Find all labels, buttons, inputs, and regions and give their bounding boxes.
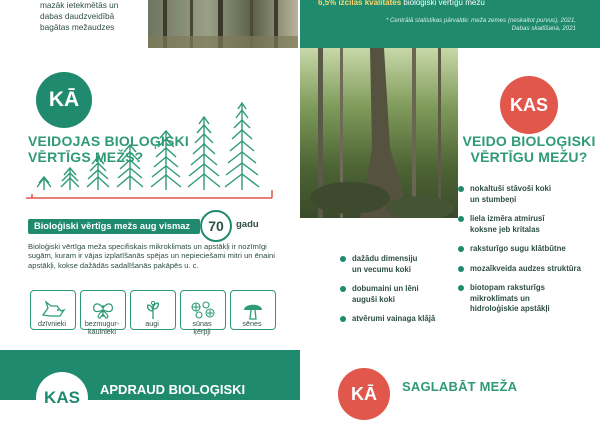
top-left-text: mazāk ietekmētās un dabas daudzveidībā bagātas mežaudzes xyxy=(40,0,119,32)
invertebrates-label: bezmugur- kaulnieki xyxy=(84,319,120,337)
bottom-right-title: SAGLABĀT MEŽA xyxy=(402,379,518,394)
list-item: dažādu dimensiju un vecumu koki xyxy=(340,254,458,275)
fox-icon xyxy=(40,299,66,321)
tree-trunks-image xyxy=(148,0,298,48)
tree-6 xyxy=(188,117,220,190)
how-badge: KĀ xyxy=(36,72,92,128)
bottom-left-badge: KAS xyxy=(36,372,88,424)
bottom-left-banner xyxy=(0,350,300,407)
tree-3 xyxy=(87,157,109,190)
plants-label: augi xyxy=(145,319,159,328)
top-forest-photo xyxy=(148,0,298,48)
list-item: dobumaini un lēni auguši koki xyxy=(340,284,458,305)
banner-highlight: 6,5% izcilas kvalitātes xyxy=(318,0,402,7)
fungi-label: sēnes xyxy=(242,319,262,328)
what-right-list xyxy=(458,184,598,324)
animals-label: dzīvnieki xyxy=(38,319,66,328)
fir-trees-illustration xyxy=(26,98,276,218)
how-description: Bioloģiski vērtīga meža specifiskais mikroklimats un apstākļi ir nozīmīgi sugām, kuram ir vājas izplatīšanās spējas un nepieciešami mitri un ēnaini apstākļi, kokse dažādās sadalīšanās pakāpēs u. c. xyxy=(28,242,275,270)
banner-rest: bioloģiski vērtīgu mežu xyxy=(403,0,485,7)
age-number-badge: 70 xyxy=(200,210,232,242)
tree-4 xyxy=(117,145,143,190)
list-item: atvērumi vainaga klājā xyxy=(340,314,458,325)
top-banner xyxy=(300,0,600,48)
tree-7 xyxy=(225,103,259,190)
old-trees-image xyxy=(300,48,458,218)
tree-2 xyxy=(61,168,79,190)
list-item: raksturīgo sugu klātbūtne xyxy=(458,244,598,255)
list-item: biotopam raksturīgs mikroklimats un hidroloģiskie apstākļi xyxy=(458,283,598,315)
moss-icon xyxy=(188,299,218,321)
what-title: VEIDO BIOLOĢISKI VĒRTĪGU MEŽU? xyxy=(462,133,596,165)
list-item: nokaltuši stāvoši koki un stumbeņi xyxy=(458,184,598,205)
list-item: liela izmēra atmirusī koksne jeb kritalas xyxy=(458,214,598,235)
bottom-left-title: APDRAUD BIOLOĢISKI xyxy=(100,382,246,397)
moss-label: sūnas ķērpji xyxy=(192,319,212,337)
tree-1 xyxy=(37,177,51,190)
list-item: mozaīkveida audzes struktūra xyxy=(458,264,598,275)
mushroom-icon xyxy=(240,299,266,321)
bottom-right-badge: KĀ xyxy=(338,368,390,420)
how-title: VEIDOJAS BIOLOĢISKI VĒRTĪGS MEŽS? xyxy=(28,133,189,165)
what-badge: KAS xyxy=(500,76,558,134)
butterfly-icon xyxy=(90,299,116,321)
age-unit: gadu xyxy=(236,219,259,230)
age-bar: Bioloģiski vērtīgs mežs aug vismaz xyxy=(28,219,200,234)
plant-icon xyxy=(140,299,166,321)
tree-5 xyxy=(151,131,181,190)
what-left-list xyxy=(340,254,458,334)
forest-photo xyxy=(300,48,458,218)
source-note: * Centrālā statistikas pārvalde: meža zemes (neskaitot purvus), 2021, Dabas skaitīšana, 2021 xyxy=(385,17,576,33)
